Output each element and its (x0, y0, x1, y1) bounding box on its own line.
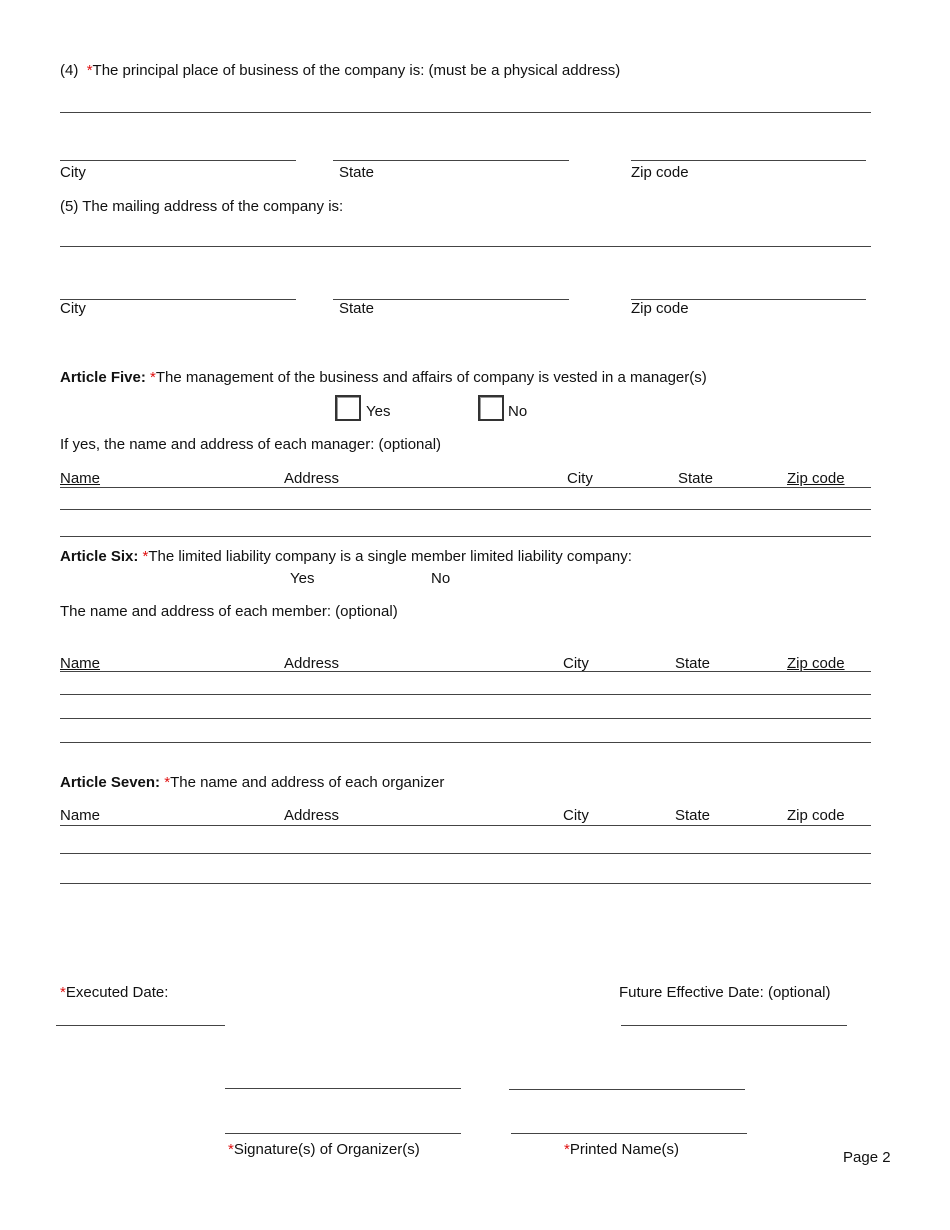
article5-heading (60, 369, 707, 387)
managers-col-name: Name (60, 470, 101, 487)
organizers-col-zip: Zip code (787, 807, 845, 824)
manager-yes-label: Yes (366, 403, 391, 420)
principal-zip-line[interactable] (631, 160, 866, 161)
principal-zip-label: Zip code (631, 164, 689, 181)
executed-date-line[interactable] (56, 1025, 225, 1026)
future-date-line[interactable] (621, 1025, 847, 1026)
organizers-header-line (60, 825, 871, 826)
single-member-yes-option[interactable]: Yes (290, 570, 315, 587)
article6-heading (60, 548, 632, 566)
principal-city-line[interactable] (60, 160, 296, 161)
members-col-city: City (563, 655, 589, 672)
required-marker: * (60, 984, 66, 1001)
required-marker: * (142, 548, 149, 565)
required-marker: * (86, 62, 93, 79)
members-header-line (60, 671, 871, 672)
signature-text: Signature(s) of Organizer(s) (233, 1141, 420, 1158)
mailing-zip-label: Zip code (631, 300, 689, 317)
organizers-col-city: City (563, 807, 589, 824)
managers-label: If yes, the name and address of each manager: (optional) (60, 436, 442, 453)
organizers-col-name: Name (60, 807, 101, 824)
members-col-zip: Zip code (787, 655, 845, 672)
principal-state-line[interactable] (333, 160, 569, 161)
future-date-label: Future Effective Date: (optional) (619, 984, 831, 1001)
article5-label: The management of the business and affairs of company is vested in a manager(s) (155, 369, 707, 386)
section4-heading (60, 62, 620, 80)
managers-col-state: State (678, 470, 714, 487)
member-entry-line[interactable] (60, 694, 871, 695)
mailing-state-label: State (339, 300, 375, 317)
printed-name-text: Printed Name(s) (569, 1141, 680, 1158)
article6-title: Article Six: (60, 548, 139, 565)
page-number: Page 2 (843, 1149, 891, 1166)
principal-city-label: City (60, 164, 86, 181)
executed-date-label (60, 984, 168, 1002)
required-marker: * (164, 774, 171, 791)
manager-yes-checkbox[interactable] (335, 395, 361, 421)
article7-heading (60, 774, 444, 792)
signature-line[interactable] (225, 1133, 461, 1134)
managers-col-address: Address (284, 470, 340, 487)
executed-date-text: Executed Date: (65, 984, 169, 1001)
members-label: The name and address of each member: (optional) (60, 603, 398, 620)
required-marker: * (564, 1141, 570, 1158)
single-member-no-option[interactable]: No (431, 570, 451, 587)
article7-title: Article Seven: (60, 774, 161, 791)
managers-col-city: City (567, 470, 593, 487)
printed-name-line[interactable] (511, 1133, 747, 1134)
article6-label: The limited liability company is a single member limited liability company: (148, 548, 632, 565)
signature-label (228, 1141, 420, 1159)
managers-header-line (60, 487, 871, 488)
manager-entry-line[interactable] (60, 536, 871, 537)
section5-label: (5) The mailing address of the company is: (60, 198, 344, 215)
article7-label: The name and address of each organizer (170, 774, 445, 791)
section-number: (4) (60, 62, 79, 79)
organizers-col-state: State (675, 807, 711, 824)
principal-state-label: State (339, 164, 375, 181)
manager-no-checkbox[interactable] (478, 395, 504, 421)
printed-name-label (564, 1141, 679, 1159)
members-col-state: State (675, 655, 711, 672)
organizer-entry-line[interactable] (60, 883, 871, 884)
principal-address-line[interactable] (60, 112, 871, 113)
article5-title: Article Five: (60, 369, 146, 386)
members-col-address: Address (284, 655, 340, 672)
signature-line[interactable] (225, 1088, 461, 1089)
manager-no-label: No (508, 403, 528, 420)
organizer-entry-line[interactable] (60, 853, 871, 854)
printed-name-line[interactable] (509, 1089, 745, 1090)
required-marker: * (150, 369, 156, 386)
required-marker: * (228, 1141, 234, 1158)
member-entry-line[interactable] (60, 742, 871, 743)
mailing-address-line[interactable] (60, 246, 871, 247)
managers-col-zip: Zip code (787, 470, 845, 487)
manager-entry-line[interactable] (60, 509, 871, 510)
section4-label: The principal place of business of the company is: (must be a physical address) (92, 62, 621, 79)
mailing-city-line[interactable] (60, 299, 296, 300)
mailing-city-label: City (60, 300, 86, 317)
organizers-col-address: Address (284, 807, 340, 824)
member-entry-line[interactable] (60, 718, 871, 719)
members-col-name: Name (60, 655, 101, 672)
